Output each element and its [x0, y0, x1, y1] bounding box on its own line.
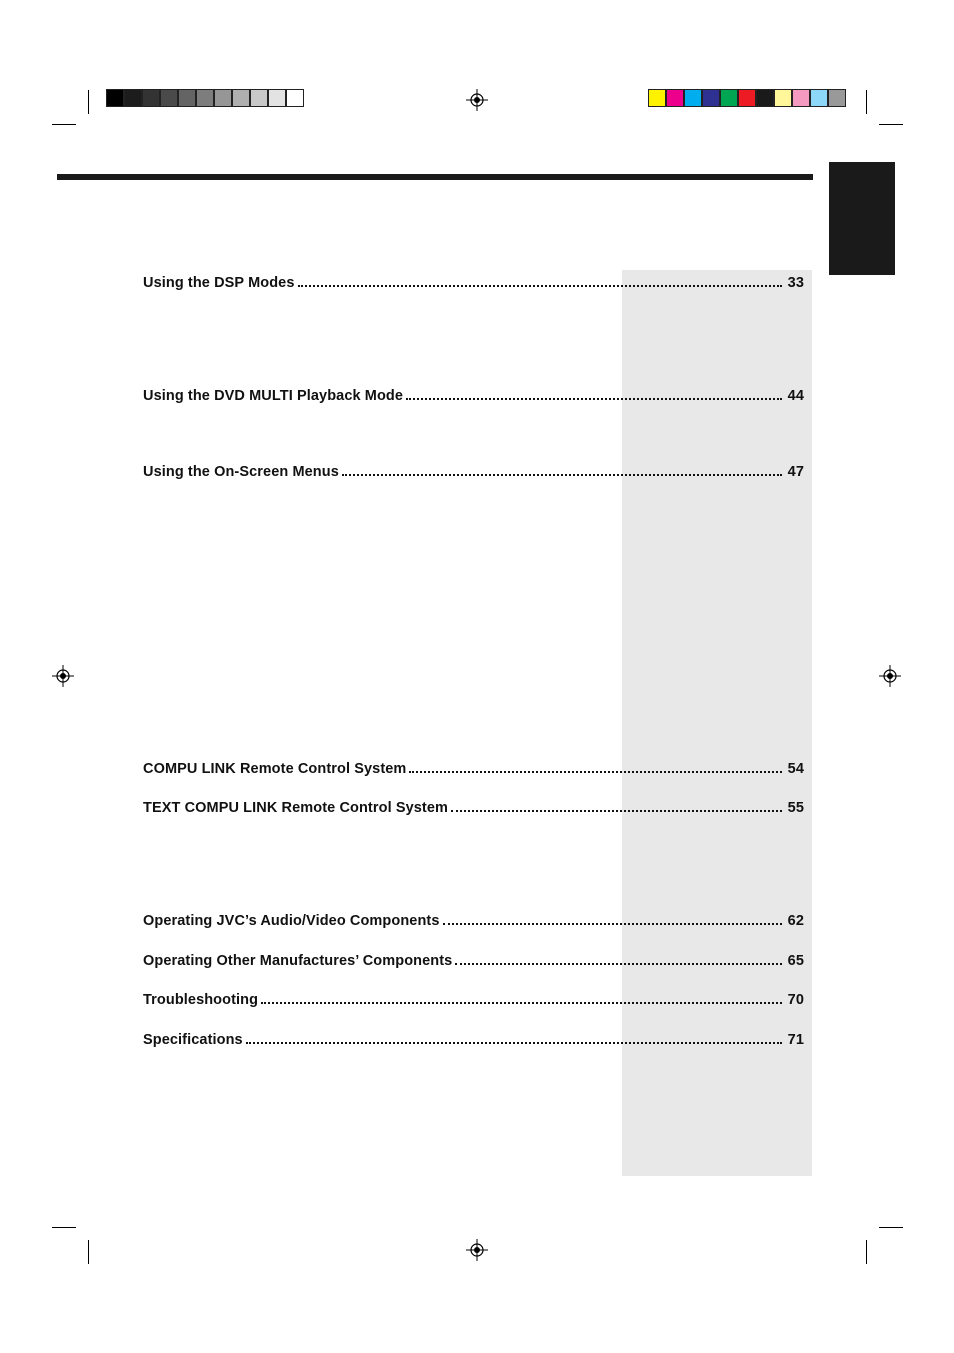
- toc-entry-title: Using the DSP Modes: [143, 275, 295, 291]
- leader-dots: [443, 923, 782, 925]
- color-swatch: [684, 89, 702, 107]
- toc-entry-title: COMPU LINK Remote Control System: [143, 761, 407, 777]
- crop-mark: [866, 90, 867, 114]
- top-rule: [57, 174, 813, 180]
- color-swatch: [666, 89, 684, 107]
- leader-dots: [342, 474, 782, 476]
- toc-entry[interactable]: [143, 1032, 804, 1048]
- color-swatch: [106, 89, 124, 107]
- crop-mark: [52, 124, 76, 125]
- color-swatch: [232, 89, 250, 107]
- leader-dots: [451, 810, 782, 812]
- toc-entry-page: 71: [787, 1032, 804, 1048]
- color-swatch: [250, 89, 268, 107]
- toc-entry-page: 47: [787, 464, 804, 480]
- crosshair-target-icon: [879, 665, 901, 687]
- crop-mark: [879, 1227, 903, 1228]
- color-swatch: [214, 89, 232, 107]
- toc-entry-title: Using the On-Screen Menus: [143, 464, 339, 480]
- leader-dots: [406, 398, 782, 400]
- toc-entry-title: Specifications: [143, 1032, 243, 1048]
- toc-entry[interactable]: [143, 953, 804, 969]
- color-swatch: [178, 89, 196, 107]
- section-tab: [829, 162, 895, 275]
- leader-dots: [246, 1042, 782, 1044]
- color-swatch: [702, 89, 720, 107]
- color-swatch: [160, 89, 178, 107]
- color-swatch: [268, 89, 286, 107]
- toc-entry-page: 62: [787, 913, 804, 929]
- color-swatch: [142, 89, 160, 107]
- toc-entry-page: 54: [787, 761, 804, 777]
- leader-dots: [261, 1002, 782, 1004]
- color-swatch: [124, 89, 142, 107]
- toc-entry[interactable]: [143, 800, 804, 816]
- color-swatch: [648, 89, 666, 107]
- toc-entry-page: 55: [787, 800, 804, 816]
- color-swatch: [196, 89, 214, 107]
- leader-dots: [409, 771, 781, 773]
- toc-entry-title: Operating JVC’s Audio/Video Components: [143, 913, 440, 929]
- color-swatch: [738, 89, 756, 107]
- crop-mark: [52, 1227, 76, 1228]
- color-bar: [648, 89, 846, 107]
- grayscale-bar: [106, 89, 304, 107]
- crosshair-target-icon: [52, 665, 74, 687]
- color-swatch: [286, 89, 304, 107]
- crosshair-target-icon: [466, 89, 488, 111]
- leader-dots: [298, 285, 782, 287]
- toc-entry-title: Operating Other Manufactures’ Components: [143, 953, 453, 969]
- color-swatch: [810, 89, 828, 107]
- crosshair-target-icon: [466, 1239, 488, 1261]
- toc-entry-page: 33: [787, 275, 804, 291]
- toc-entry-title: TEXT COMPU LINK Remote Control System: [143, 800, 449, 816]
- toc-entry-page: 70: [787, 992, 804, 1008]
- color-swatch: [774, 89, 792, 107]
- toc-entry-page: 65: [787, 953, 804, 969]
- crop-mark: [88, 90, 89, 114]
- toc-entry-title: Troubleshooting: [143, 992, 259, 1008]
- leader-dots: [455, 963, 781, 965]
- toc-entry-page: 44: [787, 388, 804, 404]
- toc-entry[interactable]: [143, 388, 804, 404]
- color-swatch: [756, 89, 774, 107]
- crop-mark: [879, 124, 903, 125]
- toc-entry[interactable]: [143, 992, 804, 1008]
- toc-entry[interactable]: [143, 464, 804, 480]
- toc-entry[interactable]: [143, 275, 804, 291]
- crop-mark: [866, 1240, 867, 1264]
- toc-entry[interactable]: [143, 913, 804, 929]
- crop-mark: [88, 1240, 89, 1264]
- toc-entry-title: Using the DVD MULTI Playback Mode: [143, 388, 404, 404]
- color-swatch: [828, 89, 846, 107]
- color-swatch: [720, 89, 738, 107]
- color-swatch: [792, 89, 810, 107]
- toc-entry[interactable]: [143, 761, 804, 777]
